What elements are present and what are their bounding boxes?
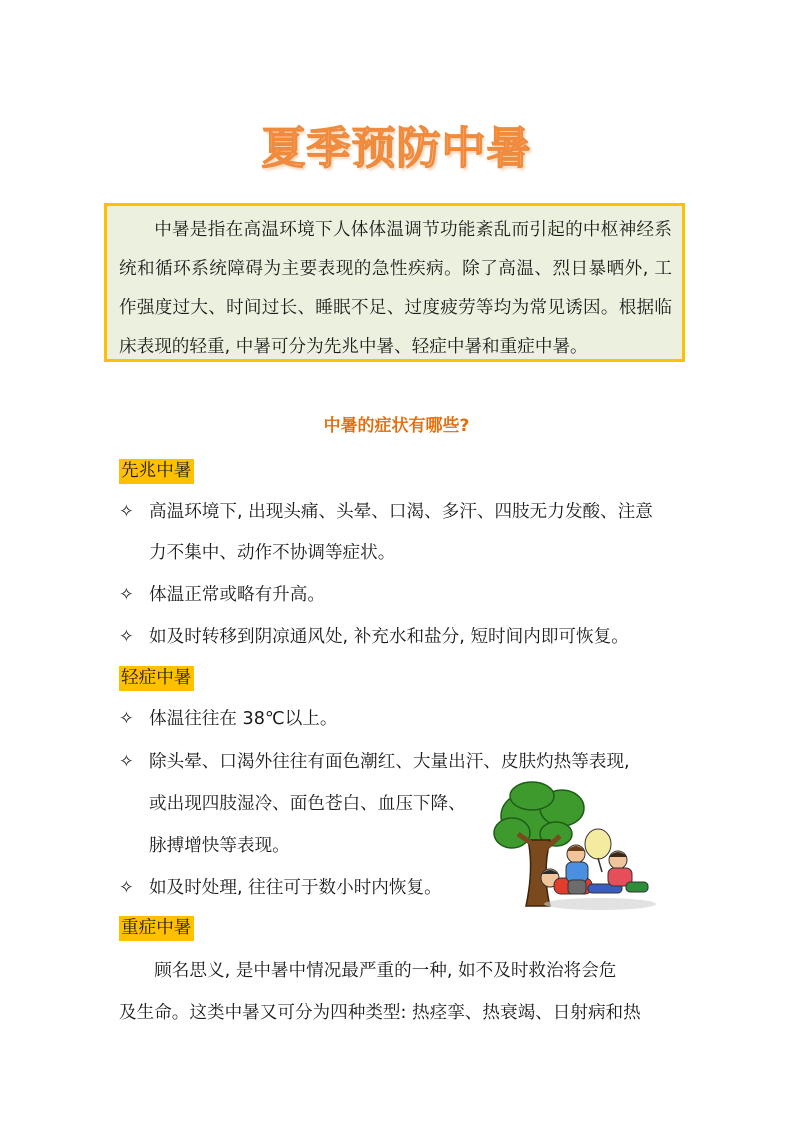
bullet-continuation: 或出现四肢湿冷、面色苍白、血压下降、 — [149, 794, 466, 814]
section-heading-severe: 重症中暑 — [119, 916, 194, 941]
symptoms-subheading: 中暑的症状有哪些? — [323, 416, 470, 436]
bullet-item: ✧ 如及时处理, 往往可于数小时内恢复。 — [119, 875, 442, 901]
bullet-marker-icon: ✧ — [119, 627, 134, 647]
first-aid-tree-illustration — [490, 778, 660, 912]
bullet-continuation: 脉搏增快等表现。 — [149, 836, 290, 856]
intro-text: 中暑是指在高温环境下人体体温调节功能紊乱而引起的中枢神经系统和循环系统障碍为主要表现的急性疾病。除了高温、烈日暴晒外, 工作强度过大、时间过长、睡眠不足、过度疲劳等均为常见诱因。根据临床表现的轻重, 中暑可分为先兆中暑、轻症中暑和重症中暑。 — [119, 220, 672, 357]
bullet-item: ✧ 高温环境下, 出现头痛、头晕、口渴、多汗、四肢无力发酸、注意 — [119, 499, 653, 525]
page-title: 夏季预防中暑 — [261, 123, 532, 174]
bullet-marker-icon: ✧ — [119, 709, 134, 729]
section-heading-mild: 轻症中暑 — [119, 666, 194, 691]
section-heading-precursor: 先兆中暑 — [119, 459, 194, 484]
bullet-marker-icon: ✧ — [119, 502, 134, 522]
bullet-marker-icon: ✧ — [119, 752, 134, 772]
bullet-item: ✧ 如及时转移到阴凉通风处, 补充水和盐分, 短时间内即可恢复。 — [119, 624, 629, 650]
intro-box — [104, 203, 685, 362]
bullet-item: ✧ 除头晕、口渴外往往有面色潮红、大量出汗、皮肤灼热等表现, — [119, 749, 630, 775]
bullet-continuation: 力不集中、动作不协调等症状。 — [149, 543, 396, 563]
severe-paragraph-line: 及生命。这类中暑又可分为四种类型: 热痉挛、热衰竭、日射病和热 — [119, 1003, 641, 1023]
bullet-item: ✧ 体温往往在 38℃以上。 — [119, 706, 338, 732]
severe-paragraph-line: 顾名思义, 是中暑中情况最严重的一种, 如不及时救治将会危 — [154, 961, 617, 981]
bullet-item: ✧ 体温正常或略有升高。 — [119, 582, 325, 608]
bullet-marker-icon: ✧ — [119, 878, 134, 898]
bullet-marker-icon: ✧ — [119, 585, 134, 605]
